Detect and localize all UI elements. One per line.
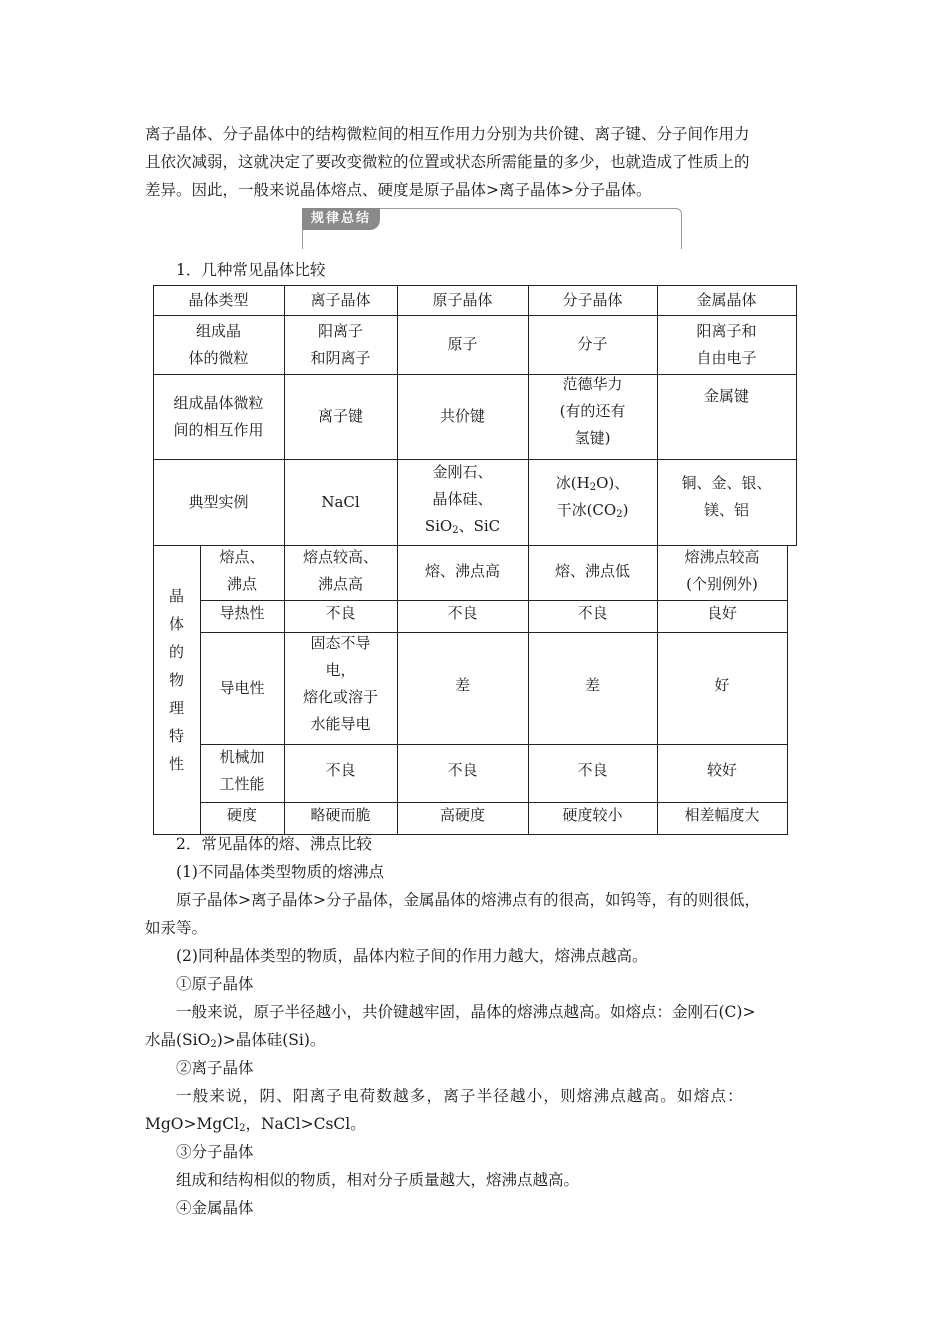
case-ionic-text-2: MgO>MgCl$_2$，NaCl>CsCl。: [145, 1115, 366, 1134]
particles-atomic: 原子: [447, 335, 478, 353]
electrical-molecular: 差: [584, 675, 600, 694]
section2-sub1-text-1: 原子晶体>离子晶体>分子晶体，金属晶体的熔沸点有的很高，如钨等，有的则很低，: [176, 891, 760, 909]
intro-line-3: 差异。因此，一般来说晶体熔点、硬度是原子晶体>离子晶体>分子晶体。: [145, 181, 652, 199]
case-molecular-title: ③分子晶体: [176, 1143, 254, 1161]
header-atomic: 原子晶体: [432, 290, 493, 309]
section2-sub1-text-2: 如汞等。: [145, 919, 208, 937]
case-molecular-text: 组成和结构相似的物质，相对分子质量越大，熔沸点越高。: [176, 1171, 580, 1189]
thermal-metal: 良好: [706, 603, 737, 622]
electrical-atomic: 差: [454, 675, 470, 694]
case-atomic-title: ①原子晶体: [176, 975, 254, 993]
section2-title: 2．常见晶体的熔、沸点比较: [176, 835, 372, 853]
hardness-ionic: 略硬而脆: [310, 805, 371, 824]
case-atomic-text-1: 一般来说，原子半径越小，共价键越牢固，晶体的熔沸点越高。如熔点：金刚石(C)>: [176, 1003, 756, 1021]
interaction-molecular: 范德华力 (有的还有 氢键): [559, 375, 626, 447]
particles-metal: 阳离子和 自由电子: [696, 321, 757, 367]
thermal-ionic: 不良: [325, 603, 356, 622]
header-metal: 金属晶体: [696, 290, 757, 309]
melting-ionic: 熔点较高、 沸点高: [302, 548, 378, 593]
electrical-metal: 好: [714, 675, 730, 694]
hardness-atomic: 高硬度: [439, 805, 485, 824]
prop-melting-point: 熔点、 沸点: [219, 548, 265, 593]
hardness-molecular: 硬度较小: [562, 805, 623, 824]
examples-metal: 铜、金、银、 镁、铝: [681, 474, 772, 519]
intro-line-1: 离子晶体、分子晶体中的结构微粒间的相互作用力分别为共价键、离子键、分子间作用力: [145, 125, 750, 143]
row-interaction-label: 组成晶体微粒 间的相互作用: [173, 393, 264, 439]
header-crystal-type: 晶体类型: [188, 290, 249, 309]
melting-atomic: 熔、沸点高: [424, 561, 500, 580]
melting-metal: 熔沸点较高 (个别例外): [684, 548, 760, 593]
melting-molecular: 熔、沸点低: [554, 561, 630, 580]
header-molecular: 分子晶体: [562, 290, 623, 309]
physical-properties-label: 晶 体 的 物 理 特 性: [168, 587, 184, 773]
thermal-atomic: 不良: [447, 603, 478, 622]
machinability-atomic: 不良: [447, 760, 478, 779]
prop-hardness: 硬度: [226, 805, 257, 824]
row-examples-label: 典型实例: [188, 492, 249, 511]
machinability-ionic: 不良: [325, 760, 356, 779]
examples-ionic: NaCl: [321, 492, 360, 511]
case-ionic-text-1: 一般来说，阴、阳离子电荷数越多，离子半径越小，则熔沸点越高。如熔点：: [176, 1087, 744, 1105]
intro-line-2: 且依次减弱，这就决定了要改变微粒的位置或状态所需能量的多少，也就造成了性质上的: [145, 153, 750, 171]
prop-electrical-conductivity: 导电性: [219, 678, 265, 697]
prop-machinability: 机械加 工性能: [219, 748, 265, 793]
summary-header-box: [302, 208, 682, 249]
case-atomic-text-2: 水晶(SiO$_2$)>晶体硅(Si)。: [145, 1031, 326, 1050]
thermal-molecular: 不良: [577, 603, 608, 622]
prop-thermal-conductivity: 导热性: [219, 603, 265, 622]
interaction-ionic: 离子键: [317, 407, 363, 425]
electrical-ionic: 固态不导 电， 熔化或溶于 水能导电: [302, 634, 378, 733]
section2-sub1: (1)不同晶体类型物质的熔沸点: [176, 863, 384, 881]
machinability-metal: 较好: [706, 760, 737, 779]
section1-title: 1．几种常见晶体比较: [176, 261, 326, 279]
particles-molecular: 分子: [577, 335, 608, 353]
case-metal-title: ④金属晶体: [176, 1199, 254, 1217]
section2-sub2: (2)同种晶体类型的物质，晶体内粒子间的作用力越大，熔沸点越高。: [176, 947, 648, 965]
interaction-atomic: 共价键: [439, 407, 485, 425]
machinability-molecular: 不良: [577, 760, 608, 779]
interaction-metal: 金属键: [703, 387, 749, 405]
header-ionic: 离子晶体: [310, 290, 371, 309]
hardness-metal: 相差幅度大: [684, 805, 760, 824]
case-ionic-title: ②离子晶体: [176, 1059, 254, 1077]
summary-badge: 规律总结: [302, 208, 380, 230]
examples-atomic: 金刚石、 晶体硅、 SiO$_2$、SiC: [424, 462, 501, 536]
examples-molecular: 冰$(H_2O)$、 干冰$(CO_2)$: [555, 474, 630, 520]
particles-ionic: 阳离子 和阴离子: [310, 321, 371, 367]
row-particles-label: 组成晶 体的微粒: [188, 321, 249, 367]
